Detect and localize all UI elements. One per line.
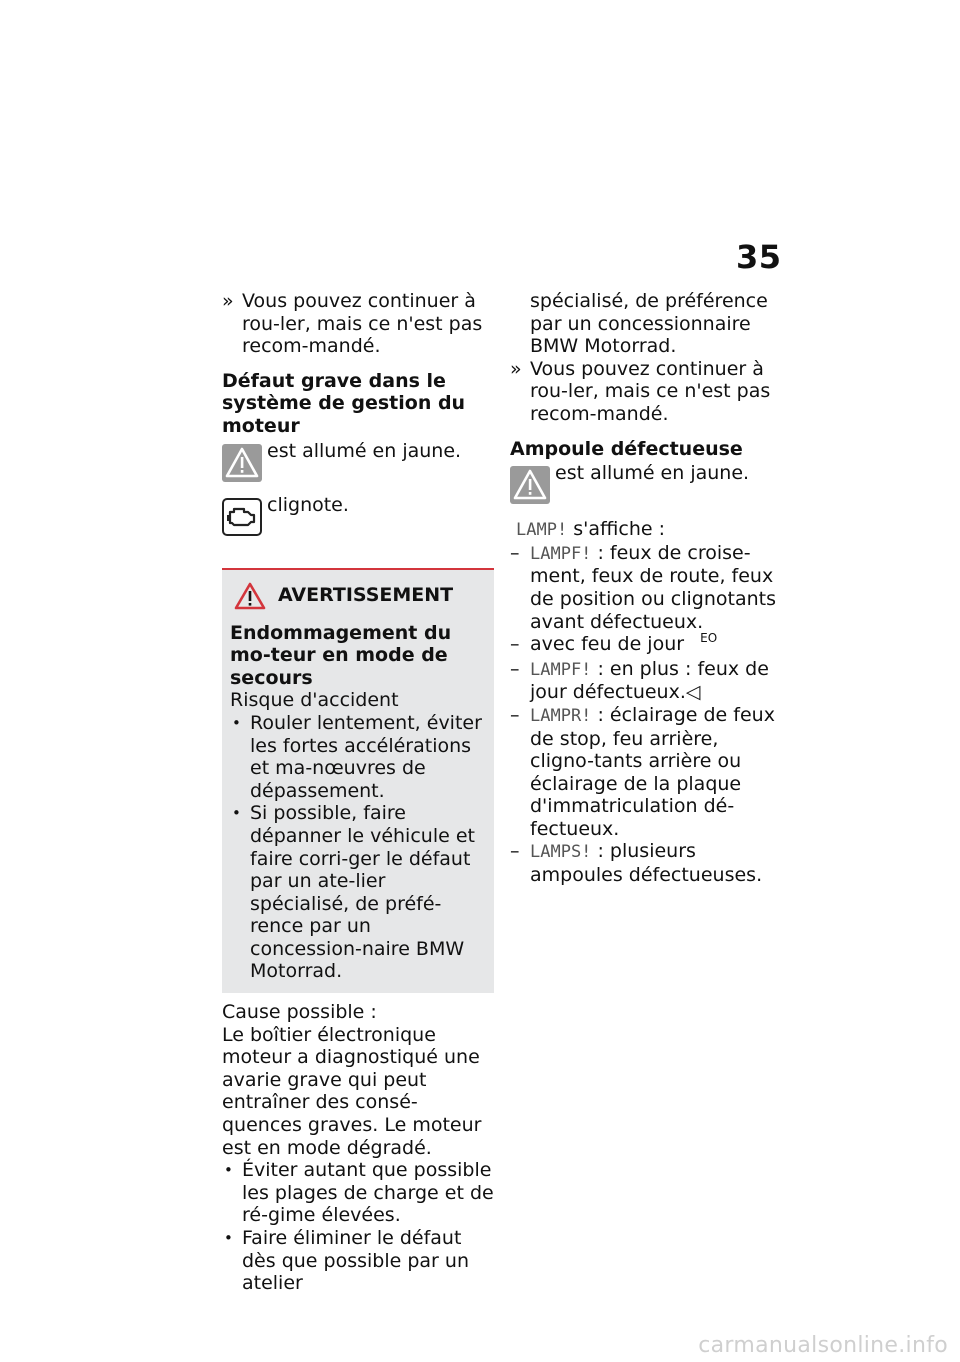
lamp-item: [510, 542, 782, 633]
bullet-marker: •: [232, 713, 241, 732]
lamp-item-code: LAMPF!: [530, 543, 592, 564]
warning-bullet-text: Rouler lentement, éviter les fortes accélérations et ma-nœuvres de dépassement.: [250, 711, 482, 802]
lamp-item: [510, 840, 782, 886]
warning-box: [222, 568, 494, 994]
lamp-item-text: : éclairage de feux de stop, feu arrière, cligno-tants arrière ou éclairage de la plaque d'immatriculation dé-fectueux.: [530, 703, 775, 840]
engine-check-icon: [222, 498, 262, 542]
heading-lamp-fault: Ampoule défectueuse: [510, 437, 743, 460]
general-warning-icon: [222, 444, 262, 488]
lamp-item: [510, 633, 782, 658]
lamp-lit-text: est allumé en jaune.: [555, 462, 750, 485]
lamp-item-text: : plusieurs ampoules défectueuses.: [530, 840, 763, 887]
action-item: [222, 1227, 494, 1295]
warning-title: AVERTISSEMENT: [278, 584, 454, 607]
dash-marker: –: [510, 541, 520, 564]
lamp-display-text: s'affiche :: [573, 518, 665, 541]
lamp-display-line: [510, 518, 782, 542]
warning-bullet: [230, 712, 488, 802]
action-text: Faire éliminer le défaut dès que possible par un atelier: [242, 1227, 469, 1295]
continue-text: Vous pouvez continuer à rou-ler, mais ce n'est pas recom-mandé.: [242, 290, 483, 358]
watermark: carmanualsonline.info: [698, 1333, 948, 1358]
warning-bullet-text: Si possible, faire dépanner le véhicule et faire corri-ger le défaut par un ate-lier spécialisé, de préfé-rence par un concession-naire BMW Motorrad.: [250, 802, 475, 983]
page-number: 35: [736, 238, 782, 276]
left-column: [222, 290, 494, 1295]
engine-blink-row: [222, 494, 494, 542]
bullet-marker: •: [232, 804, 241, 823]
lamp-item-code: LAMPS!: [530, 842, 592, 863]
cause-text: Le boîtier électronique moteur a diagnostiqué une avarie grave qui peut entraîner des consé-quences graves. Le moteur est en mode dégradé.: [222, 1023, 482, 1159]
action-item: [222, 1159, 494, 1227]
lamp-item-code: LAMPR!: [530, 705, 592, 726]
heading-engine-fault: Défaut grave dans le système de gestion du moteur: [222, 369, 466, 437]
continue-note: [510, 358, 782, 426]
cause-label: Cause possible :: [222, 1001, 377, 1024]
bullet-marker: •: [224, 1161, 233, 1180]
lamp-item-text: : en plus : feux de jour défectueux.◁: [530, 657, 769, 704]
arrow-marker: »: [510, 357, 522, 380]
dash-marker: –: [510, 840, 520, 863]
lamp-item: [510, 704, 782, 841]
lamp-lit-row: [510, 462, 782, 510]
warning-lit-text: est allumé en jaune.: [267, 439, 462, 462]
continue-text: Vous pouvez continuer à rou-ler, mais ce n'est pas recom-mandé.: [530, 357, 771, 425]
warning-title-row: [234, 582, 488, 610]
continue-note: [222, 290, 494, 358]
arrow-marker: »: [222, 290, 234, 312]
warning-risk: Risque d'accident: [230, 689, 399, 712]
dash-marker: –: [510, 657, 520, 680]
lamp-item-text: : feux de croise-ment, feux de route, feux de position ou clignotants avant défectueux.: [530, 541, 777, 633]
action-text: Éviter autant que possible les plages de charge et de ré-gime élevées.: [242, 1159, 494, 1227]
warning-exclamation-icon: [234, 582, 266, 610]
engine-blink-text: clignote.: [267, 493, 349, 516]
warning-subtitle: Endommagement du mo-teur en mode de secours: [230, 621, 452, 689]
bullet-marker: •: [224, 1229, 233, 1247]
option-code: EO: [700, 631, 718, 646]
warning-bullet: [230, 802, 488, 983]
general-warning-icon: [510, 466, 550, 510]
lamp-item-code: LAMPF!: [530, 659, 592, 680]
dash-marker: –: [510, 633, 520, 656]
lamp-item-text: avec feu de jour: [530, 633, 685, 656]
right-column: [510, 290, 782, 887]
lamp-item: [510, 658, 782, 704]
warning-lit-row: [222, 440, 494, 488]
dash-marker: –: [510, 703, 520, 726]
lamp-code: LAMP!: [516, 520, 568, 541]
continuation-text: spécialisé, de préférence par un concessionnaire BMW Motorrad.: [530, 290, 768, 358]
